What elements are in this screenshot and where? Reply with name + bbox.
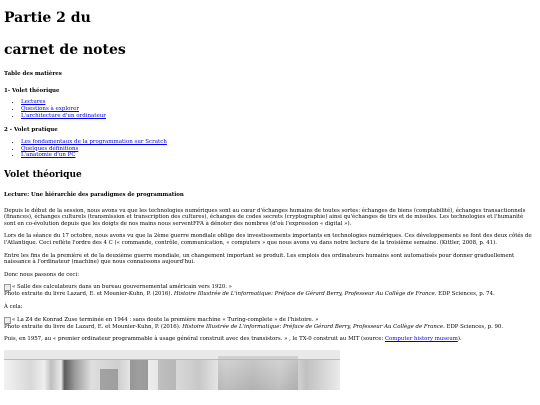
toc-item <box>21 99 536 106</box>
tx0-photo <box>4 350 340 390</box>
computer-history-museum-link[interactable]: Computer history museum <box>384 336 458 343</box>
image-block <box>4 317 536 324</box>
photo-panel <box>158 360 176 390</box>
reading-title: Lecture: Une hiérarchie des paradigmes de programmation <box>4 192 184 198</box>
toc-item <box>21 146 536 153</box>
toc-item <box>21 152 536 159</box>
toc-link-definitions[interactable]: Quelques définitions <box>21 145 79 152</box>
section-heading: Volet théorique <box>4 170 82 180</box>
toc-link-lectures[interactable]: Lectures <box>21 99 46 106</box>
paragraph <box>4 336 536 343</box>
paragraph-text: ). <box>457 336 462 343</box>
caption-text: . EDP Sciences, p. 90. <box>443 323 504 330</box>
page-title-line-2: carnet de notes <box>4 42 126 58</box>
photo-panel <box>100 369 118 390</box>
toc-section-title: 2 - Volet pratique <box>4 127 58 134</box>
paragraph-text: Puis, en 1957, au « premier ordinateur programmable à usage général construit avec des transistors. » , le TX-0 construit au MIT (source: <box>4 336 385 343</box>
caption-text: . EDP Sciences, p. 74. <box>434 291 495 298</box>
page-title-line-1: Partie 2 du <box>4 10 91 26</box>
toc-link-pc-anatomy[interactable]: L'anatomie d'un PC <box>21 152 76 159</box>
toc-section-list <box>4 139 536 159</box>
image-caption <box>4 324 536 331</box>
toc-item <box>21 106 536 113</box>
toc-link-scratch[interactable]: Les fondamentaux de la programmation sur Scratch <box>21 138 167 145</box>
image-caption <box>4 291 536 298</box>
toc-item <box>21 139 536 146</box>
paragraph: Donc nous passons de ceci: <box>4 271 79 278</box>
toc-heading: Table des matières <box>4 71 62 77</box>
image-alt-text: « La Z4 de Konrad Zuse terminée en 1944 : sans doute la première machine « Turing-complete » de l'histoire. » <box>12 316 319 323</box>
toc-section-title: 1- Volet théorique <box>4 87 60 94</box>
toc-section-list <box>4 99 536 119</box>
broken-image <box>4 317 318 324</box>
caption-text: Photo extraite du livre Lazard, E. et Mounier-Kuhn, P. (2016). <box>4 291 174 298</box>
paragraph: Depuis le début de la session, nous avons vu que les technologies numériques sont au cœur d'échanges humains de toutes sortes: échanges de biens (comptabilité), échanges transactionnels (finances), échanges culturels (transmission et transcription des cultures), échanges de codes secrets (cryptographie) ainsi qu'échanges de tirs et de missiles. Les technologies et l'humanité sont en co-évolution depuis que les doigts de nos mains nous serventFFA à dénoter des nombres (d'où l'expression « digital »). <box>4 207 526 227</box>
paragraph: Lors de la séance du 17 octobre, nous avons vu que la 2ème guerre mondiale oblige des investissements importants en technologies numériques. Ces développements se font des deux côtés de l'Atlantique. Ceci reflète l'ordre des 4 C (« commande, contrôle, communication, « computers » que nous avons vu dans notre lecture de la troisième semaine. (Kittler, 2008, p. 41). <box>4 233 532 246</box>
caption-book-title: Histoire Illustrée de L'informatique: Préface de Gérard Berry, Professeur Au Collège de France <box>173 291 435 298</box>
image-alt-text: « Salle des calculateurs dans un bureau gouvernemental américain vers 1920. » <box>12 284 232 291</box>
caption-text: Photo extraite du livre de Lazard, E. et Mounier-Kuhn, P. (2016). <box>4 323 183 330</box>
photo-frame <box>218 356 298 390</box>
toc-link-questions[interactable]: Questions à explorer <box>21 105 80 112</box>
broken-image-icon <box>4 317 11 324</box>
toc-item <box>21 113 536 120</box>
toc-link-architecture[interactable]: L'architecture d'un ordinateur <box>21 112 106 119</box>
paragraph: Entre les fins de la première et de la deuxième guerre mondiale, un changement important se produit. Les emplois des ordinateurs humains sont automatisés pour donner graduellement naissance à l'ordinateur (machine) que nous connaissons aujourd'hui. <box>4 252 515 266</box>
caption-book-title: Histoire Illustrée de L'informatique: Préface de Gérard Berry, Professeur Au Collège de France <box>182 323 444 330</box>
paragraph: À cela: <box>4 303 23 310</box>
photo-panel <box>130 360 148 390</box>
